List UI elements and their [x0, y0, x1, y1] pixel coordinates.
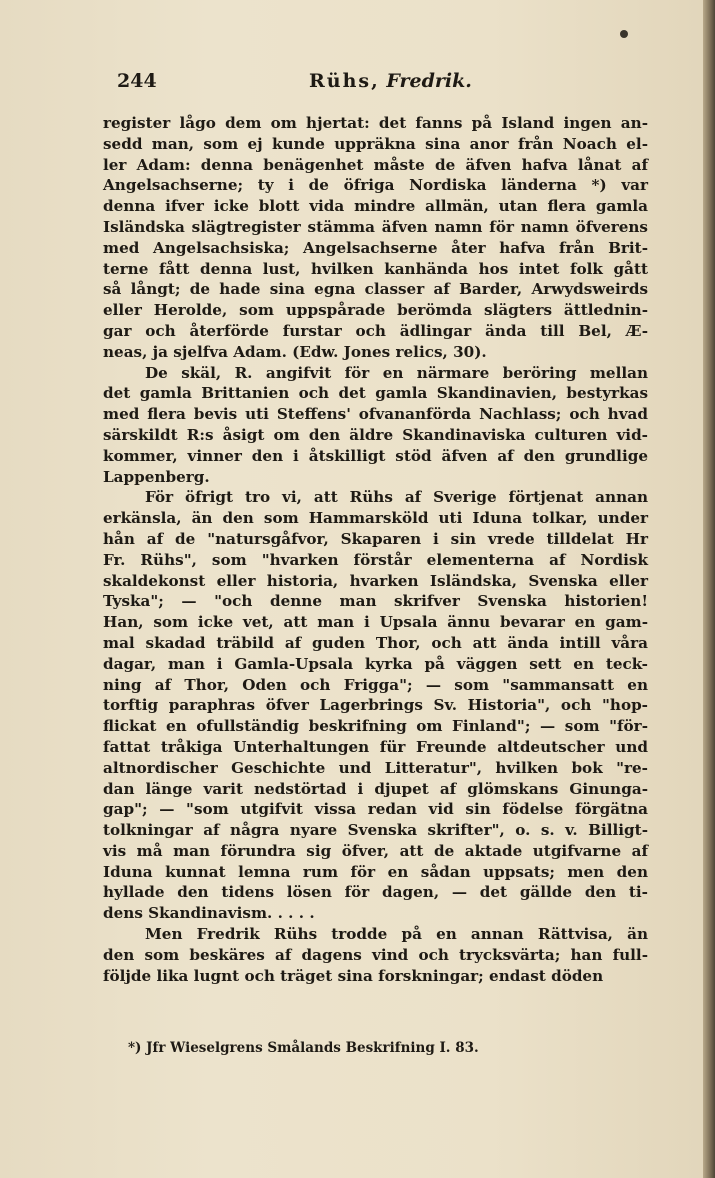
text-line: flickat en ofullständig beskrifning om Finland"; — som "för- [103, 717, 648, 736]
page-number: 244 [117, 70, 157, 92]
text-line: dan länge varit nedstörtad i djupet af glömskans Ginunga- [103, 779, 648, 798]
text-line: följde lika lugnt och träget sina forskningar; endast döden [103, 966, 604, 985]
text-line: med flera bevis uti Steffens' ofvananförda Nachlass; och hvad [103, 405, 648, 424]
text-line: Iduna kunnat lemna rum för en sådan uppsats; men den [103, 862, 648, 881]
text-line: Fr. Rühs", som "hvarken förstår elementerna af Nordisk [103, 550, 648, 569]
text-line: vis må man förundra sig öfver, att de aktade utgifvarne af [103, 841, 648, 860]
text-line: neas, ja sjelfva Adam. (Edw. Jones relics, 30). [103, 342, 487, 361]
text-line: gar och återförde furstar och ädlingar ända till Bel, Æ- [103, 321, 648, 340]
text-line: För öfrigt tro vi, att Rühs af Sverige förtjenat annan [145, 488, 648, 507]
text-line: sedd man, som ej kunde uppräkna sina anor från Noach el- [103, 134, 648, 153]
text-line: altnordischer Geschichte und Litteratur", hvilken bok "re- [103, 758, 648, 777]
text-line: gap"; — "som utgifvit vissa redan vid sin födelse förgätna [103, 800, 648, 819]
text-line: Men Fredrik Rühs trodde på en annan Rättvisa, än [145, 925, 648, 944]
text-line: tolkningar af några nyare Svenska skrifter", o. s. v. Billigt- [103, 821, 648, 840]
text-line: hån af de "natursgåfvor, Skaparen i sin vrede tilldelat Hr [103, 529, 648, 548]
text-line: dagar, man i Gamla-Upsala kyrka på väggen sett en teck- [103, 654, 648, 673]
text-line: eller Herolde, som uppspårade berömda slägters ättlednin- [103, 301, 648, 320]
text-line: särskildt R:s åsigt om den äldre Skandinaviska culturen vid- [103, 425, 648, 444]
text-line: med Angelsachsiska; Angelsachserne åter hafva från Brit- [103, 238, 648, 257]
text-line: Isländska slägtregister stämma äfven namn för namn öfverens [103, 217, 648, 236]
text-line: Han, som icke vet, att man i Upsala ännu bevarar en gam- [103, 613, 648, 632]
text-line: De skäl, R. angifvit för en närmare beröring mellan [145, 363, 648, 382]
page-edge [703, 0, 715, 1178]
footnote-rule [103, 1027, 648, 1028]
text-line: Tyska"; — "och denne man skrifver Svenska historien! [103, 592, 648, 611]
text-line: skaldekonst eller historia, hvarken Isländska, Svenska eller [103, 571, 648, 590]
text-line: mal skadad träbild af guden Thor, och att ända intill våra [103, 633, 648, 652]
text-line: det gamla Brittanien och det gamla Skandinavien, bestyrkas [103, 384, 648, 403]
text-line: register lågo dem om hjertat: det fanns på Island ingen an- [103, 114, 648, 132]
text-line: denna ifver icke blott vida mindre allmän, utan flera gamla [103, 197, 648, 216]
running-head-surname: Rühs, [309, 70, 380, 92]
page-header [117, 70, 637, 96]
body-text [103, 113, 648, 986]
text-line: den som beskäres af dagens vind och trycksvärta; han full- [103, 945, 648, 964]
footnote: *) Jfr Wieselgrens Smålands Beskrifning I. 83. [128, 1040, 479, 1056]
text-line: erkänsla, än den som Hammarsköld uti Iduna tolkar, under [103, 509, 648, 528]
text-line: Angelsachserne; ty i de öfriga Nordiska länderna *) var [103, 176, 648, 195]
text-line: torftig paraphras öfver Lagerbrings Sv. Historia", och "hop- [103, 696, 648, 715]
text-line: Lappenberg. [103, 467, 210, 486]
running-head-given-name: Fredrik. [386, 70, 472, 92]
text-line: dens Skandinavism. . . . . [103, 904, 315, 923]
text-line: hyllade den tidens lösen för dagen, — det gällde den ti- [103, 883, 648, 902]
text-line: ning af Thor, Oden och Frigga"; — som "sammansatt en [103, 675, 648, 694]
ink-spot [620, 30, 628, 38]
text-line: kommer, vinner den i åtskilligt stöd äfven af den grundlige [103, 446, 648, 465]
text-line: så långt; de hade sina egna classer af Barder, Arwydsweirds [103, 280, 648, 299]
running-head [309, 70, 472, 92]
text-line: terne fått denna lust, hvilken kanhända hos intet folk gått [103, 259, 648, 278]
text-line: fattat tråkiga Unterhaltungen für Freunde altdeutscher und [103, 737, 648, 756]
text-line: ler Adam: denna benägenhet måste de äfven hafva lånat af [103, 155, 648, 174]
